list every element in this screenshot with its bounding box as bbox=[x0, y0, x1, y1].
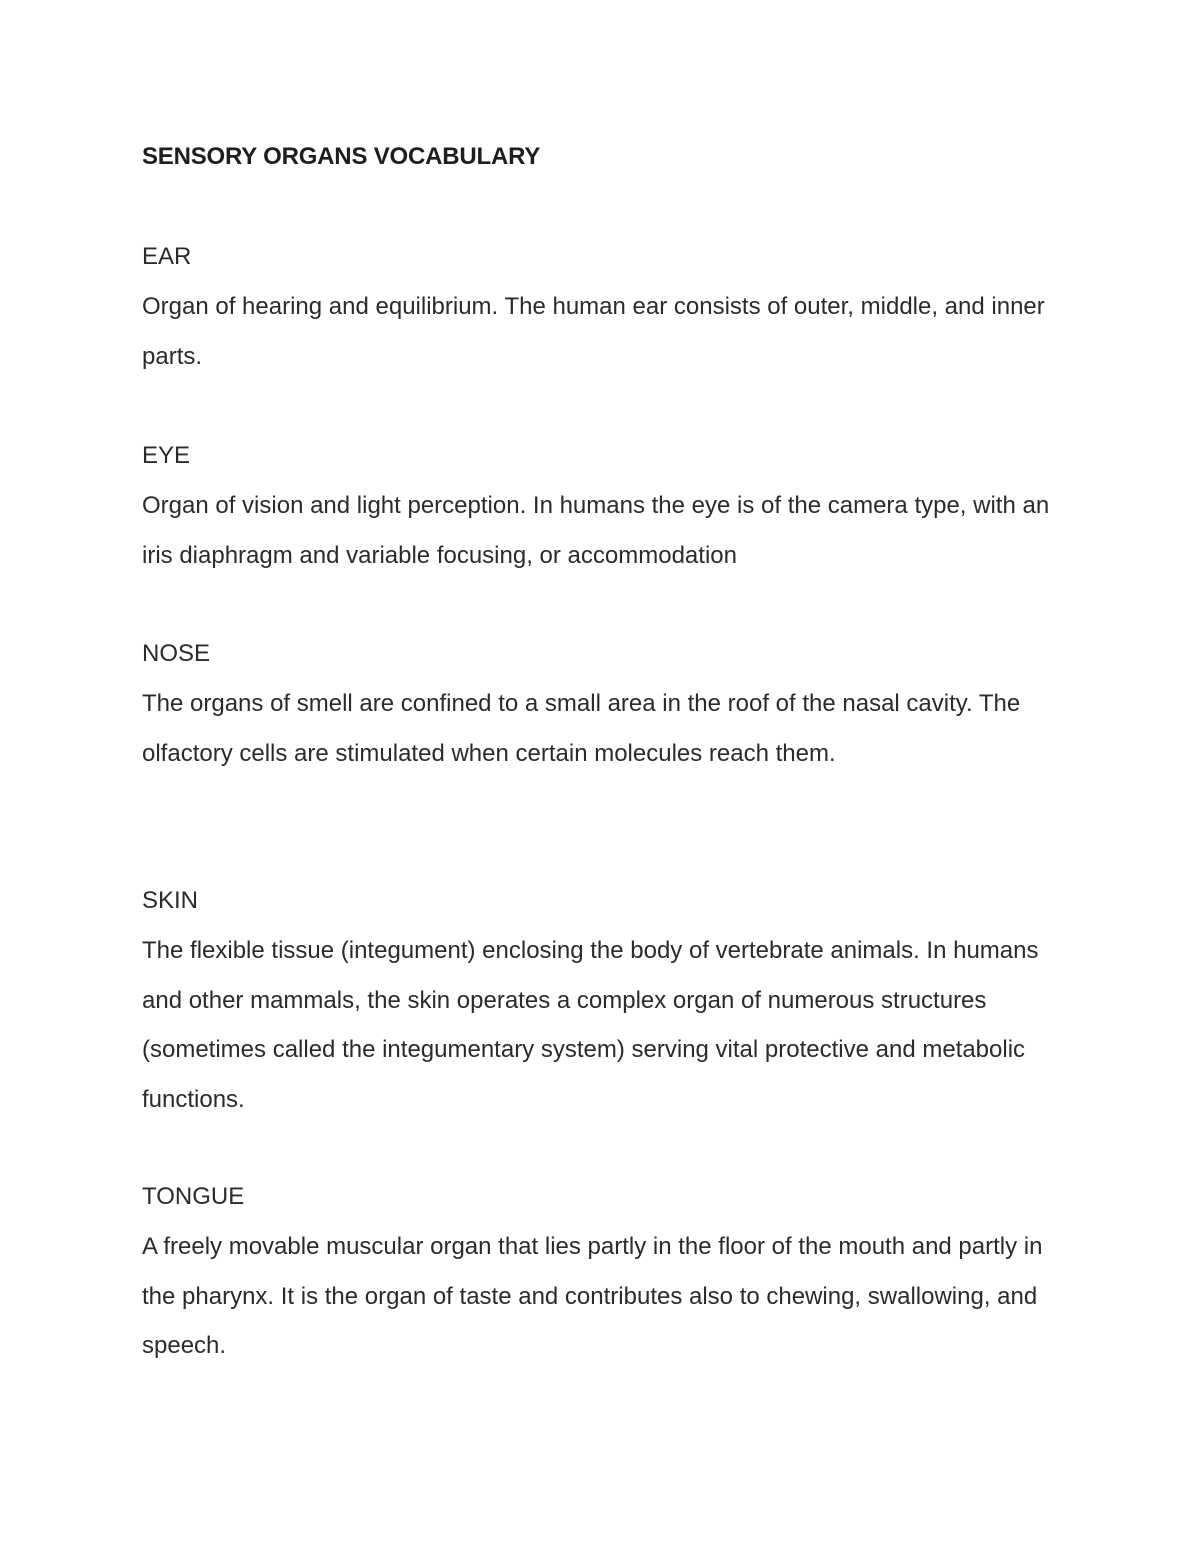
vocabulary-entry-eye bbox=[142, 439, 1072, 580]
entry-definition: A freely movable muscular organ that lies partly in the floor of the mouth and partly in the pharynx. It is the organ of taste and contributes also to chewing, swallowing, and speech. bbox=[142, 1233, 1043, 1360]
vocabulary-entry-ear bbox=[142, 240, 1072, 381]
entry-definition: The organs of smell are confined to a small area in the roof of the nasal cavity. The olfactory cells are stimulated when certain molecules reach them. bbox=[142, 690, 1021, 767]
entry-definition: Organ of vision and light perception. In humans the eye is of the camera type, with an iris diaphragm and variable focusing, or accommodation bbox=[142, 492, 1050, 569]
entry-term: EAR bbox=[142, 243, 192, 270]
entry-definition: The flexible tissue (integument) enclosing the body of vertebrate animals. In humans and other mammals, the skin operates a complex organ of numerous structures (sometimes called the integumentary system) serving vital protective and metabolic functions. bbox=[142, 937, 1039, 1113]
document-title: SENSORY ORGANS VOCABULARY bbox=[142, 143, 541, 170]
vocabulary-entry-tongue bbox=[142, 1180, 1072, 1371]
vocabulary-entry-nose bbox=[142, 637, 1072, 778]
entry-term: NOSE bbox=[142, 640, 211, 667]
entry-term: SKIN bbox=[142, 887, 199, 914]
vocabulary-entry-skin bbox=[142, 884, 1072, 1124]
entry-term: EYE bbox=[142, 442, 191, 469]
entry-term: TONGUE bbox=[142, 1183, 245, 1210]
entry-definition: Organ of hearing and equilibrium. The human ear consists of outer, middle, and inner parts. bbox=[142, 293, 1045, 370]
